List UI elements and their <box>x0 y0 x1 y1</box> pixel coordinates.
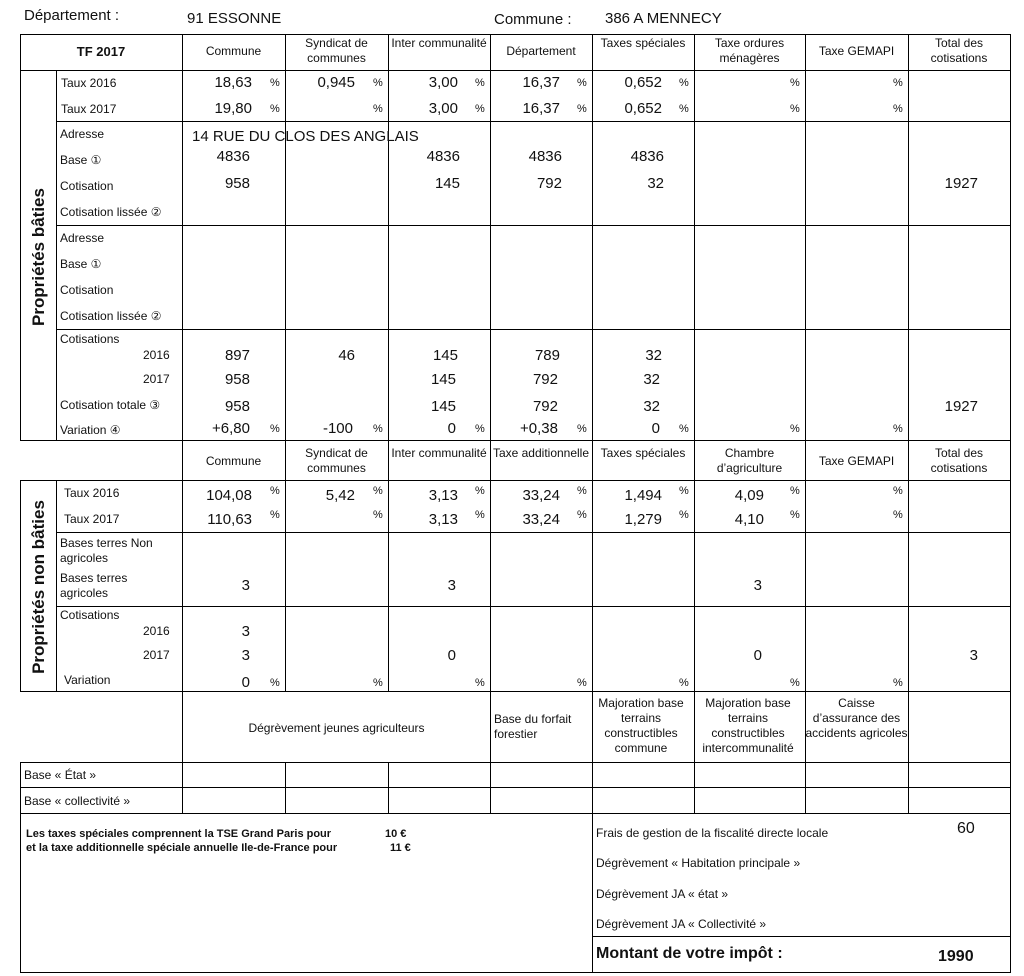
pnb-header-7: Taxe GEMAPI <box>818 454 895 468</box>
pb-cot2017-5: 32 <box>643 371 660 388</box>
base-collectivite-label: Base « collectivité » <box>24 794 131 808</box>
frais-label: Frais de gestion de la fiscalité directe locale <box>596 826 829 840</box>
pb-cot-totale-3: 145 <box>430 398 456 415</box>
pb-year2017: 2017 <box>143 372 170 386</box>
grid-v-line <box>1010 480 1011 692</box>
pnb-taux2016-7-pct: % <box>893 485 903 497</box>
pb-taux2016-4: 16,37 <box>522 74 560 91</box>
grid-h-line <box>20 34 1011 35</box>
pb-taux2016-3: 3,00 <box>428 74 458 91</box>
pb-variation-5: 0 <box>651 420 660 437</box>
bases-agricoles-label: Bases terres agricoles <box>60 571 128 600</box>
pb-taux2016-4-pct: % <box>577 77 587 89</box>
adresse2-label: Adresse <box>60 231 105 245</box>
pb-header-2: Syndicat de communes <box>305 36 368 65</box>
pb-cot2017-4: 792 <box>532 371 558 388</box>
commune-label: Commune : <box>494 11 572 28</box>
grid-v-line <box>1010 440 1011 481</box>
pnb-section-label: Propriétés non bâties <box>29 500 48 674</box>
pb-cot1-4: 792 <box>536 175 562 192</box>
pb-taux2016-5: 0,652 <box>624 74 662 91</box>
montant-value: 1990 <box>938 948 974 965</box>
pb-header-4: Département <box>506 44 576 58</box>
note-line2: et la taxe additionnelle spéciale annuelle Ile-de-France pour <box>26 842 338 854</box>
cotisation2-label: Cotisation <box>60 283 114 297</box>
pnb-taux2016-2: 5,42 <box>325 487 355 504</box>
pnb-header-3: Inter communalité <box>391 446 487 460</box>
pb-taux2017-1-pct: % <box>270 103 280 115</box>
pb-cot1-total: 1927 <box>944 175 978 192</box>
pnb-taux2016-2-pct: % <box>373 485 383 497</box>
pb-cot-totale-5: 32 <box>643 398 660 415</box>
pnb-taux2017-2-pct: % <box>373 509 383 521</box>
grid-v-line <box>805 480 806 692</box>
bases-non-agricoles-label: Bases terres Non agricoles <box>60 536 153 565</box>
pb-variation-4-pct: % <box>577 423 587 435</box>
pnb-taux2017-1-pct: % <box>270 509 280 521</box>
pnb-variation-3-pct: % <box>475 677 485 689</box>
pb-header-8: Total des cotisations <box>930 36 988 65</box>
pnb-taux2017-1: 110,63 <box>207 511 252 528</box>
pnb-bases-agri-3: 3 <box>447 577 456 594</box>
grid-v-line <box>592 762 593 814</box>
pb-taux2017-label: Taux 2017 <box>61 102 117 116</box>
grid-v-line <box>1010 691 1011 763</box>
pb-base1-1: 4836 <box>216 148 250 165</box>
caisse-assurance: Caisse d’assurance des accidents agricoles <box>805 696 908 740</box>
grid-h-line <box>20 691 1011 692</box>
pnb-variation-4-pct: % <box>577 677 587 689</box>
grid-v-line <box>285 34 286 441</box>
pnb-year2016: 2016 <box>143 624 170 638</box>
grid-v-line <box>182 440 183 481</box>
pb-taux2016-1-pct: % <box>270 77 280 89</box>
departement-value: 91 ESSONNE <box>187 10 282 27</box>
pnb-taux2017-5: 1,279 <box>624 511 662 528</box>
pb-cot-totale-1: 958 <box>224 398 250 415</box>
note-amount1: 10 € <box>385 828 407 840</box>
pb-taux2016-6-pct: % <box>790 77 800 89</box>
pb-base1-4: 4836 <box>528 148 562 165</box>
pb-section-label: Propriétés bâties <box>29 188 48 326</box>
base2-label: Base ① <box>60 257 102 271</box>
cot-lissee1-label: Cotisation lissée ② <box>60 205 162 219</box>
cotisation1-label: Cotisation <box>60 179 114 193</box>
pb-header-5: Taxes spéciales <box>600 36 686 50</box>
grid-v-line <box>388 762 389 814</box>
grid-h-line <box>20 762 1011 763</box>
grid-v-line <box>694 34 695 441</box>
grid-v-line <box>285 762 286 814</box>
pnb-variation-2-pct: % <box>373 677 383 689</box>
pnb-taux2016-6: 4,09 <box>734 487 764 504</box>
majoration-commune: Majoration base terrains constructibles commune <box>598 696 684 755</box>
pnb-taux2016-3-pct: % <box>475 485 485 497</box>
pb-taux2016-5-pct: % <box>679 77 689 89</box>
pnb-variation-6-pct: % <box>790 677 800 689</box>
grid-v-line <box>805 762 806 814</box>
pnb-taux2016-3: 3,13 <box>428 487 458 504</box>
grid-v-line <box>805 440 806 481</box>
pnb-cot2017-3: 0 <box>447 647 456 664</box>
degr-habitation: Dégrèvement « Habitation principale » <box>596 856 801 870</box>
grid-h-line <box>592 936 1011 937</box>
pb-variation-2: -100 <box>322 420 353 437</box>
pb-cot2016-5: 32 <box>645 347 662 364</box>
grid-v-line <box>908 762 909 814</box>
pb-header-6: Taxe ordures ménagères <box>714 36 785 65</box>
pb-taux2017-4: 16,37 <box>522 100 560 117</box>
degr-ja-collectivite: Dégrèvement JA « Collectivité » <box>596 917 767 931</box>
pnb-taux2016-1-pct: % <box>270 485 280 497</box>
pnb-cot-total: 3 <box>969 647 978 664</box>
pb-cot1-5: 32 <box>647 175 664 192</box>
pnb-taux2016-1: 104,08 <box>206 487 252 504</box>
pb-variation-label: Variation ④ <box>60 423 121 437</box>
pb-variation-7-pct: % <box>893 423 903 435</box>
grid-v-line <box>1010 762 1011 814</box>
pnb-header-5: Taxes spéciales <box>600 446 686 460</box>
grid-h-line <box>182 480 1011 481</box>
pnb-taux2017-7-pct: % <box>893 509 903 521</box>
pb-cot2016-2: 46 <box>338 347 355 364</box>
pnb-taux2017-4: 33,24 <box>522 511 560 528</box>
pnb-taux2016-label: Taux 2016 <box>64 486 120 500</box>
majoration-interco: Majoration base terrains constructibles intercommunalité <box>702 696 794 755</box>
pb-header-7: Taxe GEMAPI <box>818 44 895 58</box>
pnb-variation-5-pct: % <box>679 677 689 689</box>
pb-taux2017-5: 0,652 <box>624 100 662 117</box>
pb-header-3: Inter communalité <box>391 36 487 50</box>
pb-base1-5: 4836 <box>630 148 664 165</box>
pnb-header-4: Taxe additionnelle <box>492 446 590 460</box>
grid-v-line <box>908 691 909 763</box>
pb-cot1-3: 145 <box>434 175 460 192</box>
grid-v-line <box>20 34 21 441</box>
pb-taux2017-6-pct: % <box>790 103 800 115</box>
pb-taux2017-1: 19,80 <box>214 100 252 117</box>
grid-h-line <box>56 606 1011 607</box>
grid-h-line <box>56 225 1011 226</box>
pnb-variation-1: 0 <box>241 674 250 691</box>
pb-base1-3: 4836 <box>426 148 460 165</box>
pnb-cot2017-1: 3 <box>241 647 250 664</box>
note-line1: Les taxes spéciales comprennent la TSE Grand Paris pour <box>26 828 332 840</box>
pnb-taux2017-3: 3,13 <box>428 511 458 528</box>
pb-taux2017-7-pct: % <box>893 103 903 115</box>
pb-variation-2-pct: % <box>373 423 383 435</box>
grid-h-line <box>20 972 1011 973</box>
pb-year2016: 2016 <box>143 348 170 362</box>
adresse1-label: Adresse <box>60 127 105 141</box>
grid-v-line <box>592 813 593 973</box>
pnb-variation-label: Variation <box>64 673 111 687</box>
pb-cot2016-3: 145 <box>432 347 458 364</box>
pb-taux2017-4-pct: % <box>577 103 587 115</box>
grid-v-line <box>1010 34 1011 441</box>
grid-v-line <box>908 440 909 481</box>
pb-taux2016-7-pct: % <box>893 77 903 89</box>
degr-ja-etat: Dégrèvement JA « état » <box>596 887 729 901</box>
pb-cot2016-1: 897 <box>224 347 250 364</box>
pb-taux2017-5-pct: % <box>679 103 689 115</box>
pnb-header-1: Commune <box>205 454 262 468</box>
pnb-taux2017-label: Taux 2017 <box>64 512 120 526</box>
pb-cot2017-3: 145 <box>430 371 456 388</box>
pnb-taux2016-6-pct: % <box>790 485 800 497</box>
pb-variation-1: +6,80 <box>212 420 250 437</box>
pnb-taux2017-6: 4,10 <box>734 511 764 528</box>
commune-value: 386 A MENNECY <box>605 10 722 27</box>
departement-label: Département : <box>24 7 120 24</box>
pb-taux2016-2-pct: % <box>373 77 383 89</box>
pnb-bases-agri-1: 3 <box>241 577 250 594</box>
pnb-cotisations-label: Cotisations <box>60 608 120 622</box>
pb-variation-5-pct: % <box>679 423 689 435</box>
pb-variation-6-pct: % <box>790 423 800 435</box>
base-etat-label: Base « État » <box>24 768 97 782</box>
pnb-taux2017-5-pct: % <box>679 509 689 521</box>
pnb-taux2017-3-pct: % <box>475 509 485 521</box>
pb-cot-totale-4: 792 <box>532 398 558 415</box>
pb-cot2016-4: 789 <box>534 347 560 364</box>
pnb-variation-1-pct: % <box>270 677 280 689</box>
grid-v-line <box>490 762 491 814</box>
pnb-taux2017-4-pct: % <box>577 509 587 521</box>
pb-taux2017-3: 3,00 <box>428 100 458 117</box>
frais-value: 60 <box>957 820 975 837</box>
grid-v-line <box>56 480 57 692</box>
cot-totale-label: Cotisation totale ③ <box>60 398 161 412</box>
pb-variation-4: +0,38 <box>520 420 558 437</box>
pnb-year2017: 2017 <box>143 648 170 662</box>
pnb-taux2016-5-pct: % <box>679 485 689 497</box>
pnb-taux2016-4-pct: % <box>577 485 587 497</box>
pb-variation-1-pct: % <box>270 423 280 435</box>
note-amount2: 11 € <box>390 842 411 854</box>
pnb-taux2017-6-pct: % <box>790 509 800 521</box>
pb-taux2016-2: 0,945 <box>317 74 355 91</box>
pb-taux2017-3-pct: % <box>475 103 485 115</box>
grid-v-line <box>805 34 806 441</box>
pb-cot2017-1: 958 <box>224 371 250 388</box>
grid-h-line <box>56 121 1011 122</box>
pnb-variation-7-pct: % <box>893 677 903 689</box>
grid-v-line <box>490 440 491 481</box>
grid-h-line <box>20 70 1011 71</box>
grid-v-line <box>285 480 286 692</box>
grid-h-line <box>56 532 1011 533</box>
grid-v-line <box>182 762 183 814</box>
pb-variation-3: 0 <box>447 420 456 437</box>
grid-h-line <box>20 440 1011 441</box>
pb-taux2016-1: 18,63 <box>214 74 252 91</box>
grid-h-line <box>56 329 1011 330</box>
grid-v-line <box>908 34 909 441</box>
pb-taux2016-3-pct: % <box>475 77 485 89</box>
tf-label: TF 2017 <box>76 44 126 59</box>
grid-v-line <box>20 813 21 973</box>
pb-cot1-1: 958 <box>224 175 250 192</box>
grid-v-line <box>694 440 695 481</box>
grid-v-line <box>285 440 286 481</box>
grid-v-line <box>592 440 593 481</box>
pb-cot-totale-total: 1927 <box>944 398 978 415</box>
pnb-header-6: Chambre d’agriculture <box>716 446 783 475</box>
montant-label: Montant de votre impôt : <box>596 945 783 962</box>
pnb-header-2: Syndicat de communes <box>305 446 368 475</box>
pnb-header-8: Total des cotisations <box>930 446 988 475</box>
grid-h-line <box>20 813 1011 814</box>
adresse1-value: 14 RUE DU CLOS DES ANGLAIS <box>192 128 419 145</box>
pnb-taux2016-5: 1,494 <box>624 487 662 504</box>
base-forfait: Base du forfait forestier <box>494 712 572 741</box>
pb-taux2016-label: Taux 2016 <box>61 76 117 90</box>
pnb-taux2016-4: 33,24 <box>522 487 560 504</box>
pb-variation-3-pct: % <box>475 423 485 435</box>
grid-v-line <box>490 691 491 763</box>
degrevement-jeunes: Dégrèvement jeunes agriculteurs <box>248 721 425 735</box>
grid-h-line <box>20 787 1011 788</box>
pb-cotisations-label: Cotisations <box>60 332 120 346</box>
grid-v-line <box>56 70 57 441</box>
grid-v-line <box>388 440 389 481</box>
grid-v-line <box>1010 813 1011 973</box>
pnb-bases-agri-6: 3 <box>753 577 762 594</box>
pb-header-1: Commune <box>205 44 262 58</box>
grid-v-line <box>20 480 21 692</box>
pb-taux2017-2-pct: % <box>373 103 383 115</box>
base1-label: Base ① <box>60 153 102 167</box>
pnb-cot2017-6: 0 <box>753 647 762 664</box>
grid-h-line <box>20 480 183 481</box>
pnb-cot2016-1: 3 <box>241 623 250 640</box>
grid-v-line <box>694 762 695 814</box>
cot-lissee2-label: Cotisation lissée ② <box>60 309 162 323</box>
grid-v-line <box>20 762 21 814</box>
